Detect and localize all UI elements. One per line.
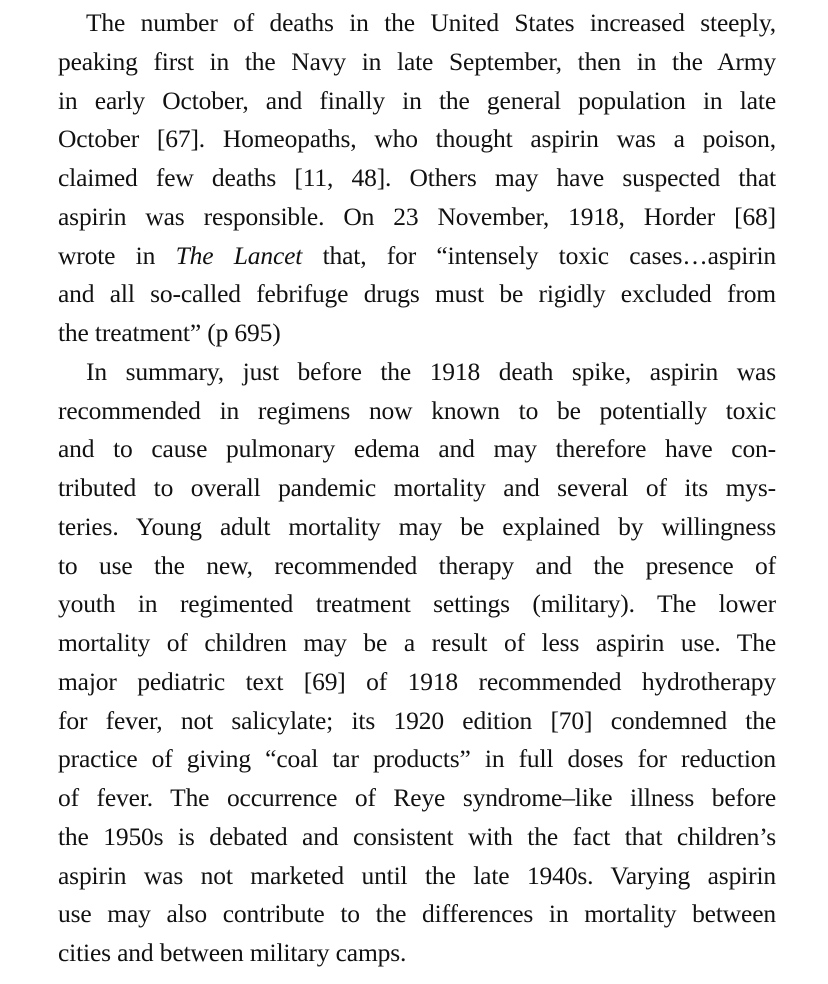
paragraph-1 xyxy=(58,4,776,353)
text-line: of fever. The occurrence of Reye syndrome–like illness before xyxy=(58,783,776,812)
text-line: youth in regimented treatment settings (military). The lower xyxy=(58,589,776,619)
text-line: in early October, and finally in the general population in late xyxy=(58,85,776,115)
text-line: claimed few deaths [11, 48]. Others may have suspected that xyxy=(58,163,776,192)
text-line: the treatment” (p 695) xyxy=(58,318,281,347)
text-fragment: that, for “intensely toxic cases…aspirin xyxy=(302,240,776,270)
text-line: teries. Young adult mortality may be explained by willingness xyxy=(58,511,776,541)
text-line: cities and between military camps. xyxy=(58,938,407,967)
text-line: for fever, not salicylate; its 1920 edition [70] condemned the xyxy=(58,705,776,735)
text-line: and to cause pulmonary edema and may therefore have con- xyxy=(58,434,776,464)
journal-title: The Lancet xyxy=(175,240,303,270)
text-line: aspirin was responsible. On 23 November, 1918, Horder [68] xyxy=(58,201,776,231)
document-page xyxy=(58,4,776,973)
text-line: major pediatric text [69] of 1918 recommended hydrotherapy xyxy=(58,666,776,696)
text-line: peaking first in the Navy in late September, then in the Army xyxy=(58,46,776,76)
text-line: and all so-called febrifuge drugs must be rigidly excluded from xyxy=(58,279,776,309)
text-line: recommended in regimens now known to be potentially toxic xyxy=(58,395,776,425)
paragraph-2 xyxy=(58,353,776,973)
text-line: The number of deaths in the United States increased steeply, xyxy=(86,8,776,37)
text-line xyxy=(58,237,776,276)
text-line: use may also contribute to the differences in mortality between xyxy=(58,899,776,929)
text-line: the 1950s is debated and consistent with the fact that children’s xyxy=(58,821,776,851)
text-line: aspirin was not marketed until the late 1940s. Varying aspirin xyxy=(58,860,776,890)
text-line: to use the new, recommended therapy and the presence of xyxy=(58,550,776,580)
text-line: October [67]. Homeopaths, who thought aspirin was a poison, xyxy=(58,124,776,154)
text-line: tributed to overall pandemic mortality and several of its mys- xyxy=(58,473,776,502)
text-line: mortality of children may be a result of less aspirin use. The xyxy=(58,628,776,657)
text-line: practice of giving “coal tar products” in full doses for reduction xyxy=(58,744,776,774)
text-fragment: wrote in xyxy=(58,240,176,270)
text-line: In summary, just before the 1918 death spike, aspirin was xyxy=(86,356,776,386)
